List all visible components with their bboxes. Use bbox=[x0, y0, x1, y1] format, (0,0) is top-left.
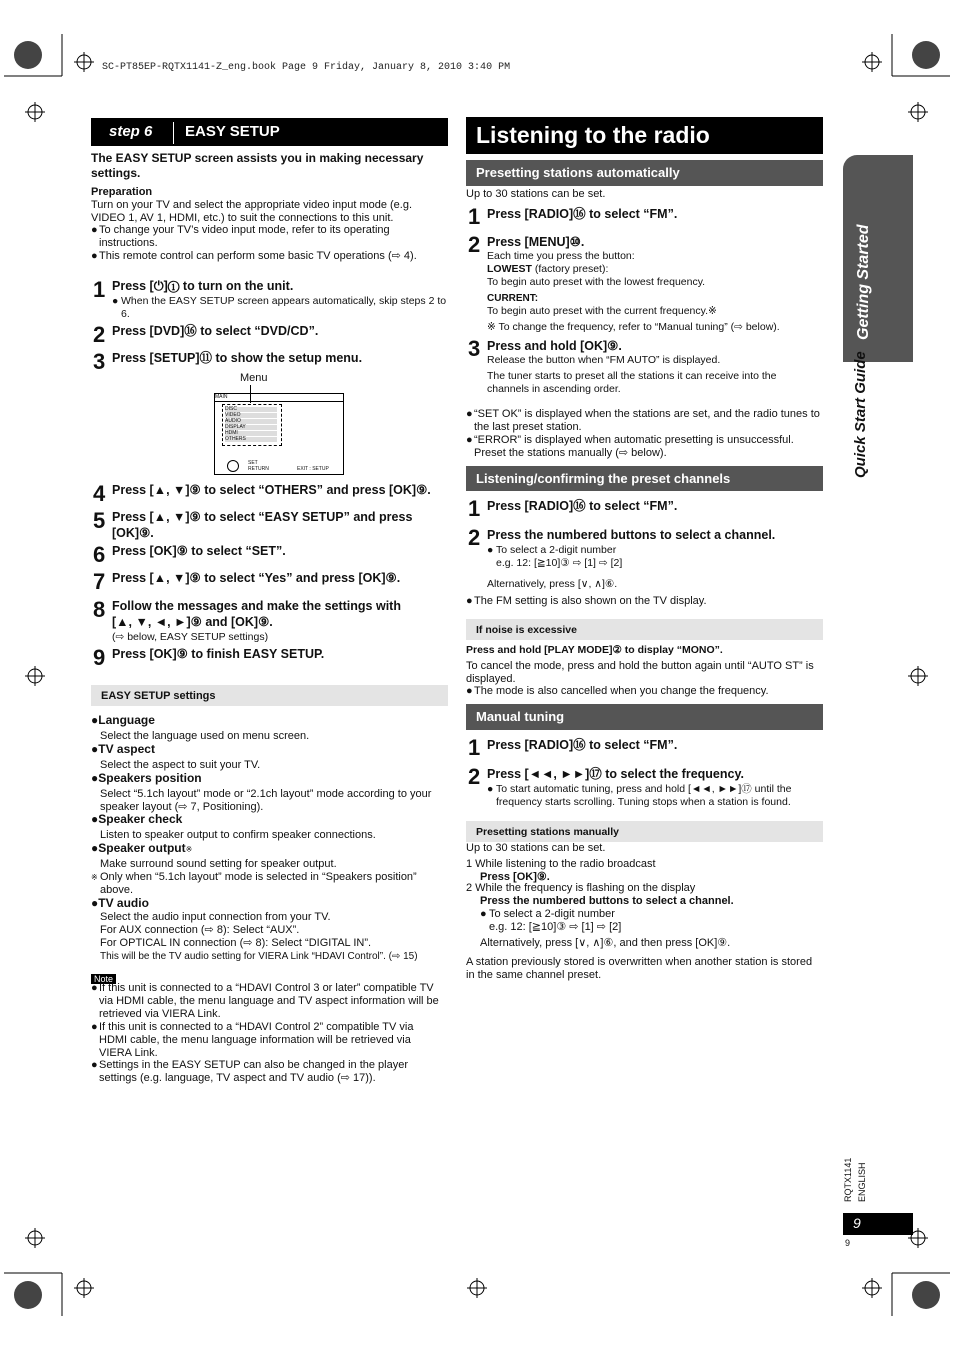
step-header bbox=[91, 118, 448, 146]
page-number-small: 9 bbox=[845, 1238, 851, 1248]
note-item: Settings in the EASY SETUP can also be changed in the player settings (e.g. language, TV aspect and TV audio (⇨ 17)). bbox=[99, 1059, 409, 1084]
step-number: 7 bbox=[93, 569, 106, 594]
current-note: ※ To change the frequency, refer to “Manual tuning” (⇨ below). bbox=[487, 321, 780, 333]
manual-item-bold: Press [OK]⑨. bbox=[480, 871, 550, 883]
radio-title-bar bbox=[466, 117, 823, 154]
noise-bar bbox=[466, 619, 823, 640]
setting-note: Only when “5.1ch layout” mode is selected in “Speakers position” above. bbox=[100, 871, 417, 896]
setting-name: Speaker check bbox=[98, 812, 183, 826]
step-text: Press [RADIO]⑯ to select “FM”. bbox=[487, 499, 678, 513]
manual-intro: Up to 30 stations can be set. bbox=[466, 842, 606, 854]
noise-heading: If noise is excessive bbox=[476, 624, 577, 636]
menu-label: Menu bbox=[240, 372, 268, 384]
step-text: Follow the messages and make the settings with [▲, ▼, ◄, ►]⑨ and [OK]⑨. bbox=[112, 599, 401, 629]
auto-bullet: “SET OK” is displayed when the stations are set, and the radio tunes to the last preset station. bbox=[474, 408, 820, 433]
lowest-desc: To begin auto preset with the lowest frequency. bbox=[487, 276, 706, 288]
step-text: Press [⏻]① to turn on the unit. bbox=[112, 279, 294, 293]
step-sub: When the EASY SETUP screen appears automatically, skip steps 2 to 6. bbox=[121, 295, 447, 320]
enter-icon bbox=[227, 460, 239, 472]
file-info: SC-PT85EP-RQTX1141-Z_eng.book Page 9 Friday, January 8, 2010 3:40 PM bbox=[102, 62, 511, 73]
setting-desc: Listen to speaker output to confirm speaker connections. bbox=[100, 829, 376, 841]
step-sub: Alternatively, press [∨, ∧]⑥. bbox=[487, 578, 618, 590]
setting-name: Speakers position bbox=[98, 771, 202, 785]
step-sub: Each time you press the button: bbox=[487, 250, 635, 262]
setting-name: TV audio bbox=[98, 896, 149, 910]
step-number: 1 bbox=[93, 277, 106, 302]
step-text: Press [OK]⑨ to finish EASY SETUP. bbox=[112, 647, 325, 661]
note-item: If this unit is connected to a “HDAVI Control 2” compatible TV via HDMI cable, the menu language information will be retrieved via VIERA Link. bbox=[99, 1021, 414, 1059]
step-number: 2 bbox=[93, 322, 106, 347]
menu-item: VIDEO bbox=[225, 413, 277, 418]
side-tab bbox=[843, 155, 913, 362]
step-text: Press [RADIO]⑯ to select “FM”. bbox=[487, 738, 678, 752]
menu-item: OTHERS bbox=[225, 437, 277, 442]
prep-text: Turn on your TV and select the appropriate video input mode (e.g. VIDEO 1, AV 1, HDMI, etc.) to suit the connections to this unit. bbox=[91, 199, 413, 224]
intro-text: The EASY SETUP screen assists you in making necessary settings. bbox=[91, 151, 424, 180]
manual-heading: Manual tuning bbox=[476, 709, 565, 724]
step-sub: e.g. 12: [≧10]③ ⇨ [1] ⇨ [2] bbox=[496, 557, 623, 569]
menu-item: DISC bbox=[225, 407, 277, 412]
listen-bullet: The FM setting is also shown on the TV display. bbox=[474, 595, 707, 607]
step-text: Press and hold [OK]⑨. bbox=[487, 339, 622, 353]
noise-text: To cancel the mode, press and hold the button again until “AUTO ST” is displayed. bbox=[466, 660, 814, 685]
manual-item-bold: Press the numbered buttons to select a channel. bbox=[480, 895, 734, 907]
step-text: Press the numbered buttons to select a channel. bbox=[487, 528, 776, 542]
noise-bullet: The mode is also cancelled when you change the frequency. bbox=[474, 685, 769, 697]
preset-listen-bar bbox=[466, 466, 823, 491]
prep-bullet: To change your TV’s video input mode, refer to its operating instructions. bbox=[99, 224, 390, 249]
setting-name: Speaker output bbox=[98, 841, 186, 855]
setting-name: TV aspect bbox=[98, 742, 155, 756]
step-sub: Release the button when “FM AUTO” is displayed. bbox=[487, 354, 721, 366]
step-text: Press [▲, ▼]⑨ to select “EASY SETUP” and press [OK]⑨. bbox=[112, 510, 413, 540]
step-number: 4 bbox=[93, 481, 106, 506]
prep-heading: Preparation bbox=[91, 186, 153, 198]
step-text: Press [▲, ▼]⑨ to select “Yes” and press [OK]⑨. bbox=[112, 571, 401, 585]
page-title: Listening to the radio bbox=[476, 122, 710, 148]
auto-bullet: “ERROR” is displayed when automatic presetting is unsuccessful. Preset the stations manually (⇨ below). bbox=[474, 434, 794, 459]
preset-auto-intro: Up to 30 stations can be set. bbox=[466, 188, 606, 200]
note-item: If this unit is connected to a “HDAVI Control 3 or later” compatible TV via HDMI cable, the menu language and TV aspect information will be retrieved via VIERA Link. bbox=[99, 982, 439, 1020]
step-text: Press [SETUP]⑪ to show the setup menu. bbox=[112, 351, 363, 365]
step-label: step 6 bbox=[109, 123, 153, 140]
note-label: Note bbox=[91, 974, 116, 984]
manual-item: To select a 2-digit number bbox=[489, 908, 615, 920]
step-text: Press [MENU]⑩. bbox=[487, 235, 585, 249]
preset-auto-bar bbox=[466, 160, 823, 186]
step-number: 8 bbox=[93, 597, 106, 622]
prep-bullet: This remote control can perform some basic TV operations (⇨ 4). bbox=[99, 250, 417, 262]
menu-item: DISPLAY bbox=[225, 425, 277, 430]
preset-manual-bar bbox=[466, 821, 823, 842]
page-number-box bbox=[843, 1213, 913, 1235]
step-sub: To select a 2-digit number bbox=[496, 544, 617, 556]
step-sub: The tuner starts to preset all the stations it can receive into the channels in ascending order. bbox=[487, 370, 777, 395]
menu-item: HDMI bbox=[225, 431, 277, 436]
step-text: Press [RADIO]⑯ to select “FM”. bbox=[487, 207, 678, 221]
preset-auto-heading: Presetting stations automatically bbox=[476, 165, 680, 180]
step-number: 3 bbox=[93, 349, 106, 374]
step-number: 5 bbox=[93, 508, 106, 533]
manual-item: 2 While the frequency is flashing on the display bbox=[466, 882, 696, 894]
language-code: ENGLISH bbox=[857, 1162, 867, 1202]
setting-desc: Select the aspect to suit your TV. bbox=[100, 759, 261, 771]
menu-bar: MAIN bbox=[215, 394, 343, 402]
lowest-label: LOWEST bbox=[487, 263, 532, 275]
step-text: Press [DVD]⑯ to select “DVD/CD”. bbox=[112, 324, 319, 338]
manual-outro: A station previously stored is overwritten when another station is stored in the same channel preset. bbox=[466, 956, 813, 981]
side-tab-label: Getting Started bbox=[855, 224, 872, 340]
manual-bar bbox=[466, 704, 823, 730]
setting-desc: Make surround sound setting for speaker output. bbox=[100, 858, 337, 870]
step-sub: (⇨ below, EASY SETUP settings) bbox=[112, 631, 269, 643]
step-number: 6 bbox=[93, 542, 106, 567]
menu-return: RETURN bbox=[248, 466, 269, 472]
settings-bar bbox=[91, 685, 448, 706]
setting-line: This will be the TV audio setting for VIERA Link “HDAVI Control”. (⇨ 15) bbox=[100, 951, 418, 962]
current-desc: To begin auto preset with the current frequency.※ bbox=[487, 305, 717, 317]
preset-listen-heading: Listening/confirming the preset channels bbox=[476, 471, 731, 486]
model-code: RQTX1141 bbox=[843, 1157, 853, 1202]
manual-item: 1 While listening to the radio broadcast bbox=[466, 858, 656, 870]
step-text: Press [◄◄, ►►]⑰ to select the frequency. bbox=[487, 767, 744, 781]
step-number: 9 bbox=[93, 645, 106, 670]
current-label: CURRENT: bbox=[487, 293, 539, 304]
step-text: Press [OK]⑨ to select “SET”. bbox=[112, 544, 286, 558]
setting-line: For OPTICAL IN connection (⇨ 8): Select “DIGITAL IN”. bbox=[100, 937, 372, 949]
menu-item: AUDIO bbox=[225, 419, 277, 424]
setting-desc: Select “5.1ch layout” mode or “2.1ch layout” mode according to your speaker layout (⇨ 7, Positioning). bbox=[100, 788, 432, 813]
setting-name: Language bbox=[98, 713, 155, 727]
quick-guide-label: Quick Start Guide bbox=[852, 351, 869, 478]
section-title: EASY SETUP bbox=[185, 123, 280, 140]
setting-desc: Select the audio input connection from your TV. bbox=[100, 911, 331, 923]
preset-manual-heading: Presetting stations manually bbox=[476, 826, 619, 838]
menu-set: SET bbox=[248, 460, 258, 466]
noise-bold: Press and hold [PLAY MODE]② to display “MONO”. bbox=[466, 644, 723, 656]
page-number: 9 bbox=[853, 1215, 861, 1231]
manual-alt: Alternatively, press [∨, ∧]⑥, and then press [OK]⑨. bbox=[480, 937, 731, 949]
settings-heading: EASY SETUP settings bbox=[101, 690, 216, 702]
manual-item: e.g. 12: [≧10]③ ⇨ [1] ⇨ [2] bbox=[489, 921, 622, 933]
step-sub: To start automatic tuning, press and hold [◄◄, ►►]⑰ until the frequency starts scrolling. Tuning stops when a station is found. bbox=[496, 783, 792, 808]
setup-menu-figure bbox=[214, 393, 344, 475]
setting-desc: Select the language used on menu screen. bbox=[100, 730, 310, 742]
setting-line: For AUX connection (⇨ 8): Select “AUX”. bbox=[100, 924, 300, 936]
step-text: Press [▲, ▼]⑨ to select “OTHERS” and press [OK]⑨. bbox=[112, 483, 431, 497]
menu-exit: EXIT : SETUP bbox=[297, 466, 329, 472]
